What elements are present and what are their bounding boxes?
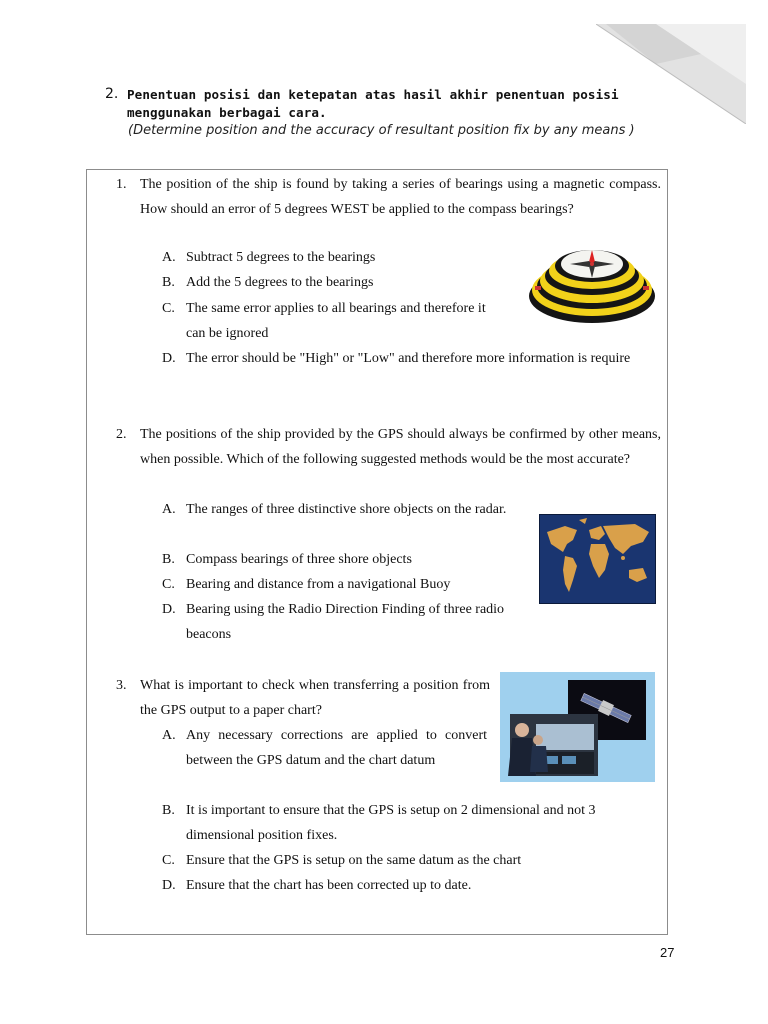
question-stem: The positions of the ship provided by the GPS should always be confirmed by other means, when possible. Which of the following suggested methods would be the most accurate?: [140, 427, 661, 467]
option-letter: A.: [162, 250, 176, 265]
option-letter: D.: [162, 878, 176, 893]
option-letter: C.: [162, 301, 175, 316]
section-number: 2.: [105, 86, 119, 102]
option-letter: C.: [162, 577, 175, 592]
question-number: 1.: [116, 177, 127, 192]
section-title: Penentuan posisi dan ketepatan atas hasil akhir penentuan posisi menggunakan berbagai cara.: [127, 87, 619, 120]
question-number: 2.: [116, 427, 127, 442]
option-text: The ranges of three distinctive shore objects on the radar.: [186, 502, 507, 517]
option-text: Subtract 5 degrees to the bearings: [186, 250, 376, 265]
option-letter: B.: [162, 275, 175, 290]
question-stem: The position of the ship is found by taking a series of bearings using a magnetic compass. How should an error of 5 degrees WEST be applied to the compass bearings?: [140, 177, 661, 217]
option-letter: A.: [162, 502, 176, 517]
option-letter: B.: [162, 803, 175, 818]
option-letter: B.: [162, 552, 175, 567]
option-letter: D.: [162, 602, 176, 617]
option-letter: D.: [162, 351, 176, 366]
option-letter: C.: [162, 853, 175, 868]
option-text: Add the 5 degrees to the bearings: [186, 275, 374, 290]
page-number: 27: [660, 945, 675, 960]
option-text: It is important to ensure that the GPS is setup on 2 dimensional and not 3 dimensional position fixes.: [186, 803, 596, 843]
option-letter: A.: [162, 728, 176, 743]
question-number: 3.: [116, 678, 127, 693]
magnetic-compass-image: [525, 238, 659, 328]
option-text: Any necessary corrections are applied to convert between the GPS datum and the chart datum: [186, 728, 487, 768]
option-text: Ensure that the GPS is setup on the same datum as the chart: [186, 853, 522, 868]
option-text: Bearing using the Radio Direction Finding of three radio beacons: [186, 602, 505, 642]
question-stem: What is important to check when transferring a position from the GPS output to a paper chart?: [140, 678, 490, 718]
option-text: Ensure that the chart has been corrected up to date.: [186, 878, 472, 893]
section-subtitle: (Determine position and the accuracy of resultant position fix by any means ): [128, 123, 635, 138]
option-text: Compass bearings of three shore objects: [186, 552, 412, 567]
option-text: The error should be "High" or "Low" and therefore more information is require: [186, 351, 631, 366]
option-text: The same error applies to all bearings and therefore it can be ignored: [186, 301, 486, 341]
satellite-and-bridge-image: [500, 672, 655, 782]
option-text: Bearing and distance from a navigational Buoy: [186, 577, 451, 592]
world-map-image: [539, 514, 656, 604]
